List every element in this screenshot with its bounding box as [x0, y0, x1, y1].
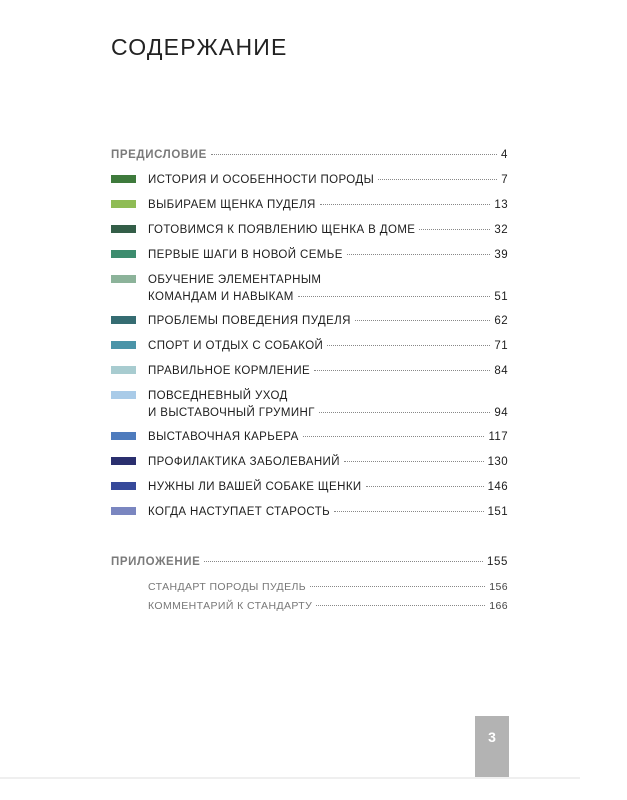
toc-chapter-page: 94	[494, 407, 508, 419]
dot-leader	[303, 435, 485, 437]
toc-chapter-page: 117	[488, 431, 508, 443]
toc-appendix-item-label: КОММЕНТАРИЙ К СТАНДАРТУ	[148, 600, 313, 612]
dot-leader	[355, 319, 491, 321]
dot-leader	[204, 560, 483, 562]
toc-chapter-label: И ВЫСТАВОЧНЫЙ ГРУМИНГ	[148, 407, 315, 419]
toc-chapter[interactable]	[111, 222, 508, 239]
toc-chapter[interactable]	[111, 313, 508, 330]
dot-leader	[327, 344, 490, 346]
toc-chapter-label: ВЫСТАВОЧНАЯ КАРЬЕРА	[148, 431, 299, 443]
toc-chapter-page: 39	[494, 249, 508, 261]
toc-chapter-label-line: ОБУЧЕНИЕ ЭЛЕМЕНТАРНЫМ	[148, 274, 322, 286]
toc-chapter-page: 84	[494, 365, 508, 377]
page-title: СОДЕРЖАНИЕ	[111, 34, 288, 60]
dot-leader	[419, 228, 490, 230]
toc-chapter-label: ПРАВИЛЬНОЕ КОРМЛЕНИЕ	[148, 365, 311, 377]
toc-chapter-label: СПОРТ И ОТДЫХ С СОБАКОЙ	[148, 340, 324, 352]
dot-leader	[310, 585, 485, 587]
toc-chapter-page: 7	[501, 174, 508, 186]
chapter-color-swatch	[111, 482, 136, 490]
toc-appendix-item-page: 156	[489, 581, 508, 593]
toc-chapter-page: 71	[494, 340, 508, 352]
toc-appendix-page: 155	[487, 556, 508, 568]
dot-leader	[298, 295, 491, 297]
chapter-color-swatch	[111, 507, 136, 515]
toc-appendix-label: ПРИЛОЖЕНИЕ	[111, 556, 201, 568]
toc-chapter-label: ПРОФИЛАКТИКА ЗАБОЛЕВАНИЙ	[148, 456, 340, 468]
chapter-color-swatch	[111, 391, 136, 399]
dot-leader	[320, 203, 491, 205]
toc-appendix-item-label: СТАНДАРТ ПОРОДЫ ПУДЕЛЬ	[148, 581, 307, 593]
toc-chapter[interactable]	[111, 272, 508, 306]
toc-chapter[interactable]	[111, 479, 508, 496]
chapter-color-swatch	[111, 200, 136, 208]
toc-chapter[interactable]	[111, 388, 508, 422]
toc-appendix[interactable]	[111, 554, 508, 571]
toc-chapter-page: 151	[487, 506, 508, 518]
toc-chapter[interactable]	[111, 363, 508, 380]
toc-preface-page: 4	[501, 149, 508, 161]
toc-chapter-label: ПЕРВЫЕ ШАГИ В НОВОЙ СЕМЬЕ	[148, 249, 343, 261]
dot-leader	[344, 460, 484, 462]
dot-leader	[347, 253, 491, 255]
toc-chapter-page: 62	[494, 315, 508, 327]
toc-chapter[interactable]	[111, 454, 508, 471]
toc-appendix-item[interactable]	[148, 579, 508, 596]
toc-chapter[interactable]	[111, 338, 508, 355]
dot-leader	[366, 485, 484, 487]
toc-chapter-label: КОМАНДАМ И НАВЫКАМ	[148, 291, 294, 303]
toc-chapter-label: КОГДА НАСТУПАЕТ СТАРОСТЬ	[148, 506, 331, 518]
dot-leader	[334, 510, 483, 512]
toc-chapter-label-line: ПОВСЕДНЕВНЫЙ УХОД	[148, 390, 288, 402]
toc-chapter-page: 13	[494, 199, 508, 211]
toc-appendix-item-page: 166	[489, 600, 508, 612]
chapter-color-swatch	[111, 175, 136, 183]
chapter-color-swatch	[111, 316, 136, 324]
toc-chapter[interactable]	[111, 172, 508, 189]
toc-chapter-label: ИСТОРИЯ И ОСОБЕННОСТИ ПОРОДЫ	[148, 174, 375, 186]
toc-chapter-label: ВЫБИРАЕМ ЩЕНКА ПУДЕЛЯ	[148, 199, 316, 211]
toc-chapter-page: 51	[494, 291, 508, 303]
chapter-color-swatch	[111, 250, 136, 258]
toc-chapter-page: 32	[494, 224, 508, 236]
bottom-rule	[0, 777, 580, 779]
chapter-color-swatch	[111, 225, 136, 233]
toc-chapter[interactable]	[111, 247, 508, 264]
toc-preface[interactable]	[111, 147, 508, 164]
dot-leader	[319, 411, 491, 413]
chapter-color-swatch	[111, 457, 136, 465]
dot-leader	[211, 153, 497, 155]
chapter-color-swatch	[111, 275, 136, 283]
dot-leader	[378, 178, 497, 180]
page-number: 3	[488, 729, 496, 745]
toc-preface-label: ПРЕДИСЛОВИЕ	[111, 149, 207, 161]
toc-chapter-label: ПРОБЛЕМЫ ПОВЕДЕНИЯ ПУДЕЛЯ	[148, 315, 351, 327]
toc-chapter[interactable]	[111, 197, 508, 214]
toc-chapter[interactable]	[111, 429, 508, 446]
toc-appendix-item[interactable]	[148, 598, 508, 615]
page-number-tab	[475, 716, 509, 777]
dot-leader	[314, 369, 490, 371]
chapter-color-swatch	[111, 366, 136, 374]
toc-chapter[interactable]	[111, 504, 508, 521]
chapter-color-swatch	[111, 341, 136, 349]
toc-chapter-label: НУЖНЫ ЛИ ВАШЕЙ СОБАКЕ ЩЕНКИ	[148, 481, 362, 493]
chapter-color-swatch	[111, 432, 136, 440]
toc-chapter-page: 130	[487, 456, 508, 468]
toc-chapter-page: 146	[487, 481, 508, 493]
toc-chapter-label: ГОТОВИМСЯ К ПОЯВЛЕНИЮ ЩЕНКА В ДОМЕ	[148, 224, 416, 236]
dot-leader	[316, 604, 485, 606]
